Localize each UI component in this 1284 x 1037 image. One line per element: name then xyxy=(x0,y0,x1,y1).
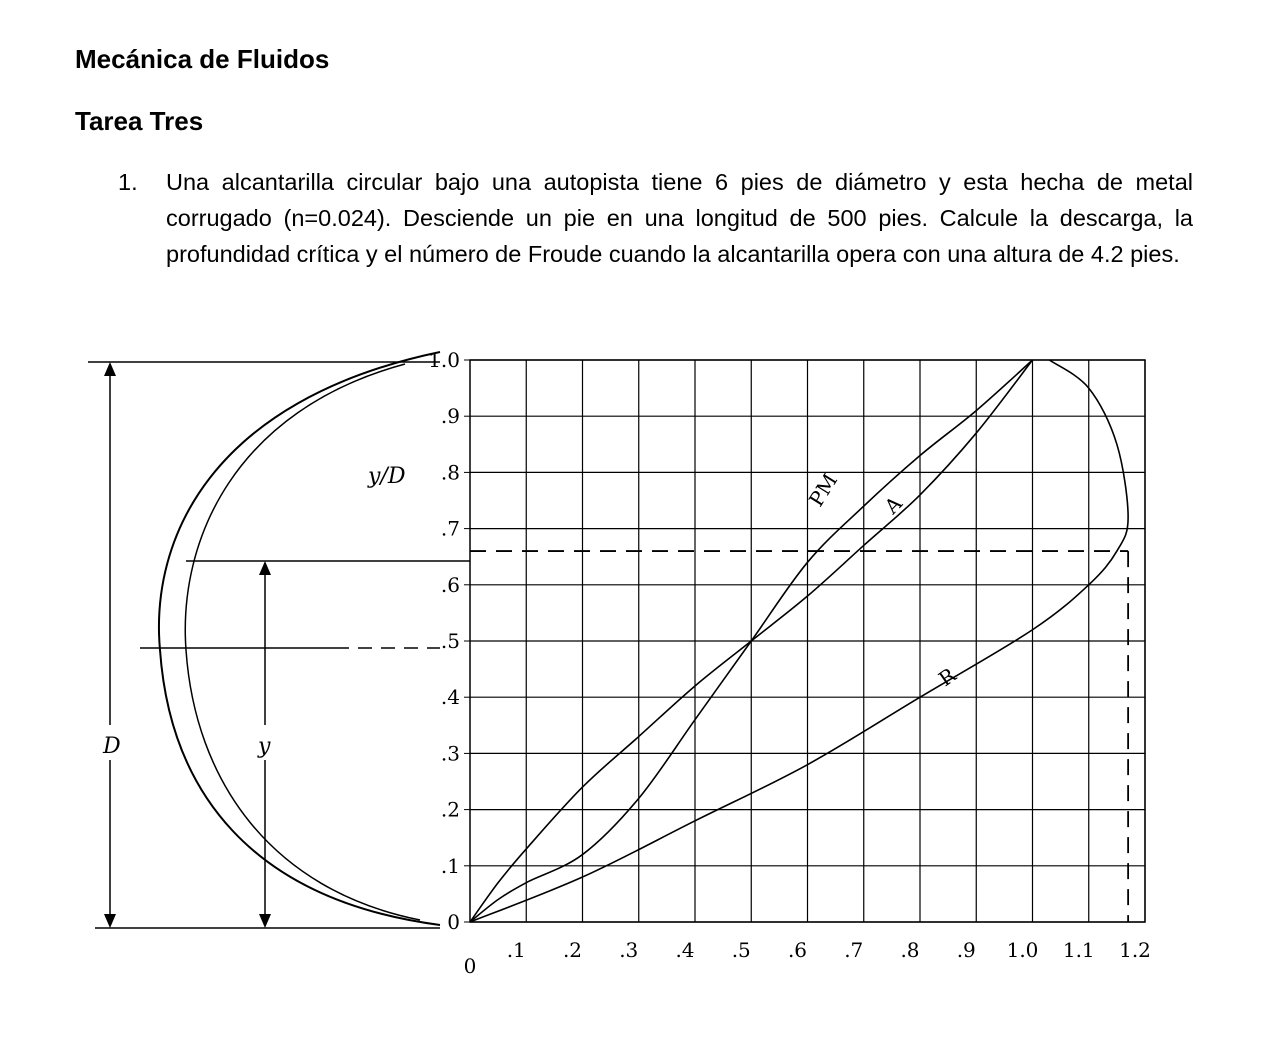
y-tick-label: .3 xyxy=(440,741,460,766)
y-tick-label: .7 xyxy=(440,516,460,541)
x-tick-label: .6 xyxy=(787,938,808,962)
pipe-inner-wall xyxy=(185,364,420,920)
y-tick-label: 1.0 xyxy=(428,348,460,372)
arrow-y-top xyxy=(259,561,271,575)
problem-text: Una alcantarilla circular bajo una autopista tiene 6 pies de diámetro y esta hecha de metal corrugado (n=0.024). Desciende un pie en una longitud de 500 pies. Calcule la descarga, la profundidad crítica y el número de Froude cuando la alcantarilla opera con una altura de 4.2 pies. xyxy=(166,169,1193,267)
problem-item xyxy=(118,164,1193,272)
y-tick-label: .9 xyxy=(440,404,460,429)
document-title: Mecánica de Fluidos xyxy=(75,44,330,74)
y-tick-label: .1 xyxy=(440,853,460,878)
x-tick-label: .5 xyxy=(731,938,751,962)
x-tick-label: .9 xyxy=(956,938,976,962)
label-y: y xyxy=(258,734,271,759)
x-tick-label: .2 xyxy=(562,938,583,962)
x-tick-label: .4 xyxy=(675,938,695,962)
y-tick-label: .8 xyxy=(440,460,460,485)
y-tick-label: 0 xyxy=(447,910,460,934)
curve-label-R: R xyxy=(934,662,961,692)
x-tick-label: .7 xyxy=(844,938,864,962)
arrow-D-bottom xyxy=(104,914,116,928)
curve-label-A: A xyxy=(879,491,907,519)
x-tick-label: .8 xyxy=(900,938,920,962)
x-axis-tick-labels xyxy=(507,938,1151,962)
problem-number: 1. xyxy=(118,169,138,195)
y-tick-label: .2 xyxy=(440,797,460,822)
arrow-D-top xyxy=(104,362,116,376)
x-tick-label: .3 xyxy=(619,938,639,962)
y-tick-label: .5 xyxy=(440,629,460,653)
y-axis-tick-labels xyxy=(428,348,460,934)
chart-grid xyxy=(464,360,1145,922)
label-y-over-D: y/D xyxy=(368,464,406,489)
culvert-figure xyxy=(0,320,1284,1020)
curve-label-PM: PM xyxy=(803,469,843,511)
culvert-chart-svg xyxy=(0,320,1284,1020)
x-tick-label: 1.0 xyxy=(1006,938,1039,962)
x-tick-label: .1 xyxy=(506,938,526,962)
x-tick-label: 1.1 xyxy=(1062,938,1095,962)
document-subtitle: Tarea Tres xyxy=(75,106,204,136)
arrow-y-bottom xyxy=(259,914,271,928)
label-D: D xyxy=(103,734,121,759)
y-tick-label: .6 xyxy=(440,572,460,597)
pipe-outer-wall xyxy=(159,352,440,925)
x-tick-label: 1.2 xyxy=(1119,938,1151,962)
pipe-cross-section xyxy=(88,352,470,928)
y-tick-label: .4 xyxy=(440,685,460,710)
x-origin-label: 0 xyxy=(463,954,477,978)
